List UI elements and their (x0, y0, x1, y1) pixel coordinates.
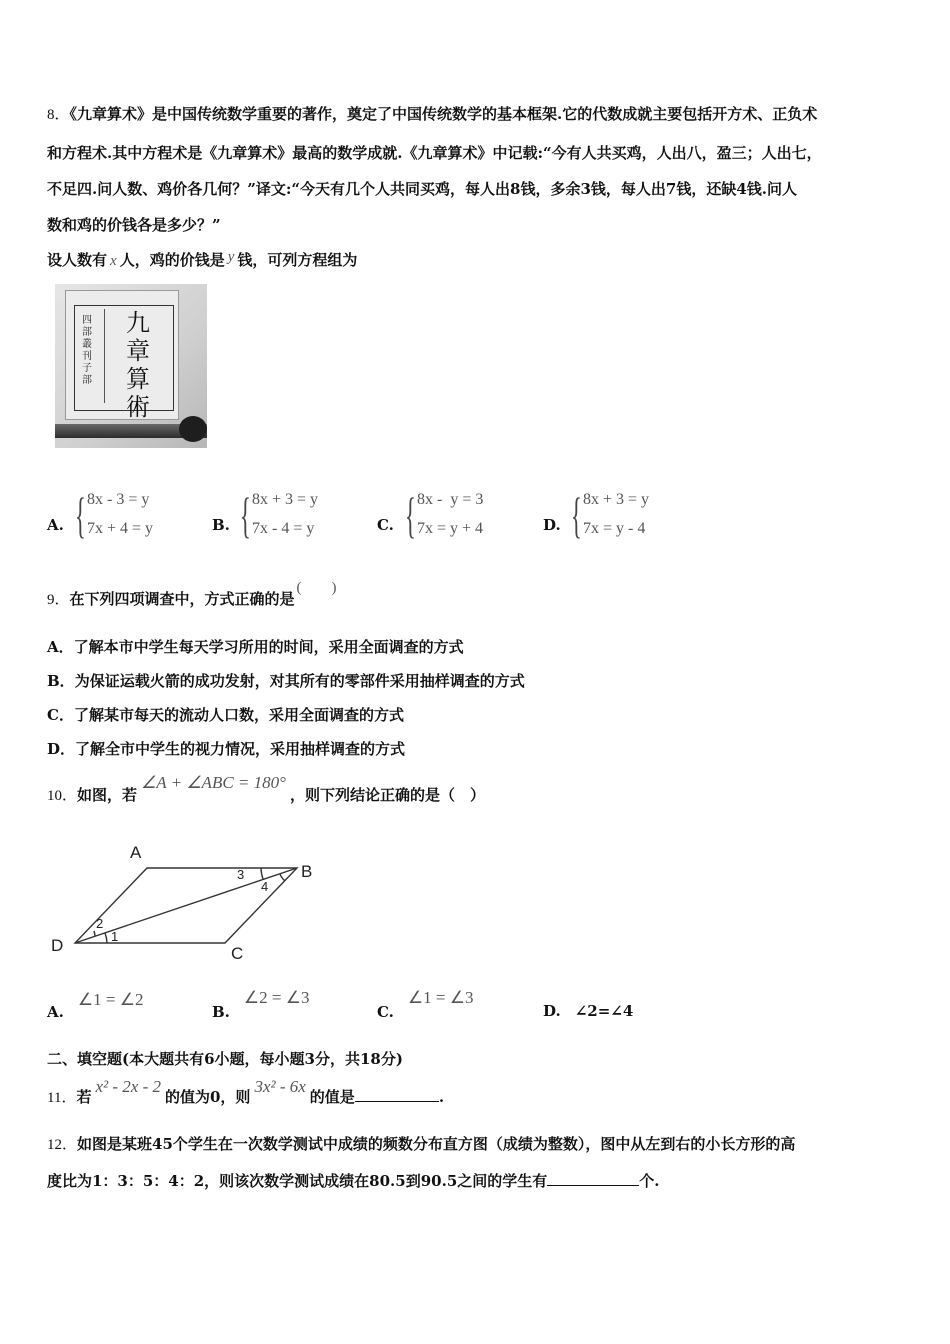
option-label: D. (543, 1002, 561, 1020)
q9-option-b[interactable] (47, 670, 525, 691)
q11-answer-blank[interactable] (355, 1087, 439, 1102)
book-cover (65, 290, 179, 420)
q8-text-5a: 设人数有 (47, 251, 108, 269)
angle-arc-3 (261, 868, 263, 879)
option-label: A． (47, 638, 74, 656)
angle-arc-2 (94, 931, 95, 936)
angle-label-4: 4 (261, 879, 269, 894)
q11-end: . (438, 1088, 445, 1106)
q12-text-line2a: 度比为1：3：5：4：2，则该次数学测试成绩在80.5到90.5之间的学生有 (47, 1172, 548, 1190)
q10-post: ，则下列结论正确的是（ ） (289, 786, 485, 804)
q11-mid: 的值为0，则 (164, 1088, 251, 1106)
q8-text-5c: 钱，可列方程组为 (237, 251, 358, 269)
q8-line1 (47, 103, 817, 124)
angle-label-1: 1 (111, 929, 119, 944)
option-text: 了解全市中学生的视力情况，采用抽样调查的方式 (75, 740, 406, 758)
var-x: x (110, 253, 117, 269)
angle-arc-4 (280, 874, 285, 881)
q9-option-d[interactable] (47, 738, 405, 759)
q12-answer-blank[interactable] (547, 1171, 639, 1186)
q8-option-a-label: A. (47, 516, 64, 534)
q12-text-line2b: 个. (639, 1172, 660, 1190)
option-text: ∠2=∠4 (574, 1002, 634, 1020)
q9-number: 9． (47, 592, 70, 608)
q8-b-eq1: 8x + 3 = y (252, 491, 319, 508)
q11-expr1: x² - 2x - 2 (95, 1077, 161, 1096)
option-label: C． (47, 706, 74, 724)
option-text: ∠2 = ∠3 (243, 988, 310, 1007)
option-text: ∠1 = ∠3 (407, 988, 474, 1007)
option-text: 了解某市每天的流动人口数，采用全面调查的方式 (73, 706, 404, 724)
q10-condition: ∠A + ∠ABC = 180° (141, 773, 286, 792)
q10-option-b[interactable] (212, 988, 310, 1022)
q8-option-d-label: D. (543, 516, 561, 534)
q11-expr2: 3x² - 6x (254, 1077, 306, 1096)
q11-number: 11． (47, 1090, 77, 1106)
q8-c-eq2: 7x = y + 4 (417, 520, 484, 537)
q9-option-c[interactable] (47, 704, 404, 725)
angle-label-3: 3 (237, 867, 245, 882)
option-label: D． (47, 740, 76, 758)
q10-option-c[interactable] (377, 988, 474, 1022)
q9-paren: ( ) (296, 580, 337, 596)
vertex-c-label: C (231, 944, 244, 963)
left-brace: { (405, 487, 416, 543)
q12-line2 (47, 1170, 660, 1191)
q10-option-a[interactable] (47, 990, 144, 1022)
q9-stem-text: 在下列四项调查中，方式正确的是 (69, 590, 295, 608)
option-label: A. (47, 1003, 64, 1021)
option-label: B． (47, 672, 75, 690)
vertex-a-label: A (130, 843, 142, 862)
var-y: y (227, 249, 235, 265)
q8-line5 (47, 249, 357, 270)
q8-text-line1: 《九章算术》是中国传统数学重要的著作，奠定了中国传统数学的基本框架.它的代数成就主要包括开方术、正负术 (69, 105, 818, 123)
option-text: 了解本市中学生每天学习所用的时间，采用全面调查的方式 (73, 638, 464, 656)
q8-text-line2: 和方程术.其中方程术是《九章算术》最高的数学成就.《九章算术》中记载:“今有人共买鸡，人出八，盈三；人出七， (47, 144, 822, 162)
left-brace: { (240, 487, 251, 543)
q10-pre: 如图，若 (77, 786, 138, 804)
option-text: 为保证运载火箭的成功发射，对其所有的零部件采用抽样调查的方式 (74, 672, 525, 690)
q8-d-eq2: 7x = y - 4 (583, 520, 646, 537)
q8-option-b-label: B. (212, 516, 230, 534)
q8-text-5b: 人，鸡的价钱是 (119, 251, 225, 269)
book-title: 九章算術 (126, 309, 150, 421)
q8-text-line4: 数和鸡的价钱各是多少？” (47, 216, 221, 234)
q12-text-line1: 如图是某班45个学生在一次数学测试中成绩的频数分布直方图（成绩为整数），图中从左到右的小长方形的高 (77, 1135, 796, 1153)
option-label: B. (212, 1003, 230, 1021)
q9-option-a[interactable] (47, 636, 464, 657)
q8-c-eq1: 8x - y = 3 (417, 491, 484, 508)
q8-number: 8． (47, 107, 70, 123)
book-side-label: 四部叢刊子部 (82, 315, 92, 386)
q8-text-line3: 不足四.问人数、鸡价各几何？”译文:“今天有几个人共同买鸡，每人出8钱，多余3钱，每人出7钱，还缺4钱.问人 (47, 180, 797, 198)
jiuzhang-suanshu-book-image (55, 284, 207, 448)
option-label: C. (377, 1003, 394, 1021)
q10-stem (47, 773, 485, 805)
q10-option-d[interactable] (543, 1002, 633, 1020)
q8-b-eq2: 7x - 4 = y (252, 520, 315, 537)
section-2-title: 二、填空题(本大题共有6小题，每小题3分，共18分) (47, 1050, 403, 1068)
q11 (47, 1077, 445, 1107)
q9-stem (47, 580, 337, 609)
q8-a-eq2: 7x + 4 = y (87, 520, 154, 537)
vertex-b-label: B (301, 862, 313, 881)
angle-label-2: 2 (96, 916, 104, 931)
left-brace: { (571, 487, 582, 543)
parallelogram-figure (45, 838, 325, 968)
q8-option-c-label: C. (377, 516, 394, 534)
left-brace: { (75, 487, 86, 543)
q11-pre: 若 (76, 1088, 92, 1106)
vertex-d-label: D (51, 936, 64, 955)
option-text: ∠1 = ∠2 (77, 990, 144, 1009)
q11-post: 的值是 (309, 1088, 355, 1106)
q8-a-eq1: 8x - 3 = y (87, 491, 150, 508)
q8-d-eq1: 8x + 3 = y (583, 491, 650, 508)
angle-arc-1 (105, 933, 107, 943)
q12-number: 12． (47, 1137, 78, 1153)
q12-line1 (47, 1133, 795, 1154)
q10-number: 10． (47, 788, 78, 804)
